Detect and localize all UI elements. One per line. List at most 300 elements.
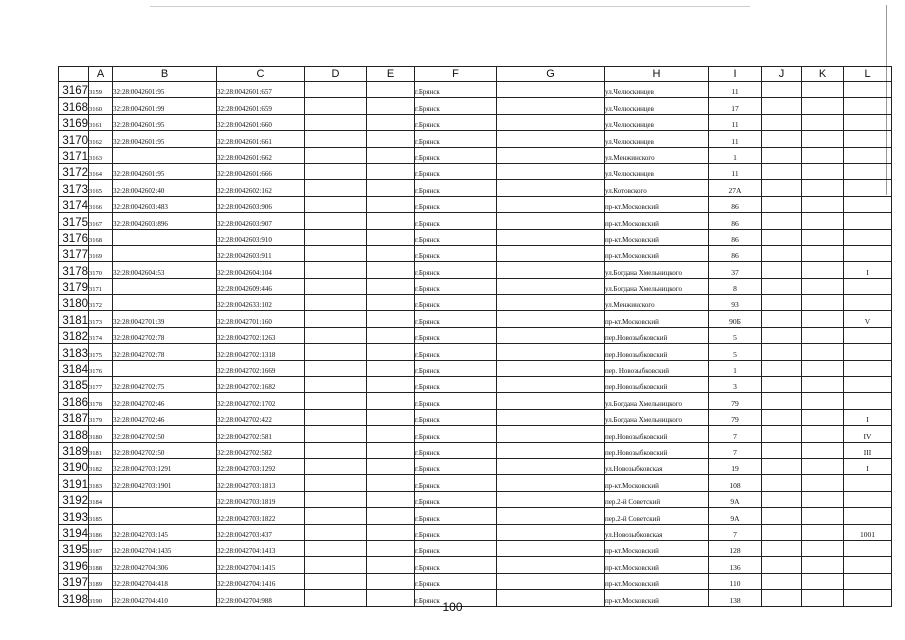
cell-c: 32:28:0042604:104 bbox=[217, 262, 305, 278]
cell-h: пер. Новозыбковский bbox=[605, 360, 709, 376]
cell-h: пер.Новозыбковский bbox=[605, 442, 709, 458]
cell-c: 32:28:0042601:657 bbox=[217, 82, 305, 98]
cell-h: ул.Челюскинцев bbox=[605, 114, 709, 130]
cell-j bbox=[762, 393, 802, 409]
cell-i: 1 bbox=[709, 360, 762, 376]
cell-g bbox=[497, 114, 605, 130]
cell-a: 3177 bbox=[89, 377, 113, 393]
cell-g bbox=[497, 491, 605, 507]
cell-g bbox=[497, 163, 605, 179]
cell-e bbox=[367, 262, 415, 278]
column-header-b: B bbox=[113, 67, 217, 82]
cell-j bbox=[762, 131, 802, 147]
cell-e bbox=[367, 442, 415, 458]
table-row bbox=[59, 491, 892, 507]
row-number: 3183 bbox=[59, 344, 89, 360]
cell-b: 32:28:0042601:95 bbox=[113, 131, 217, 147]
cell-f: г.Брянск bbox=[415, 163, 497, 179]
cell-c: 32:28:0042601:662 bbox=[217, 147, 305, 163]
cell-c: 32:28:0042703:1822 bbox=[217, 508, 305, 524]
table-row bbox=[59, 360, 892, 376]
cell-f: г.Брянск bbox=[415, 475, 497, 491]
cell-a: 3187 bbox=[89, 540, 113, 556]
cell-a: 3183 bbox=[89, 475, 113, 491]
cell-c: 32:28:0042702:1682 bbox=[217, 377, 305, 393]
cell-h: пр-кт.Московский bbox=[605, 311, 709, 327]
cell-f: г.Брянск bbox=[415, 409, 497, 425]
row-number: 3185 bbox=[59, 377, 89, 393]
cell-c: 32:28:0042703:1819 bbox=[217, 491, 305, 507]
table-row bbox=[59, 426, 892, 442]
cell-g bbox=[497, 458, 605, 474]
cell-f: г.Брянск bbox=[415, 327, 497, 343]
cell-i: 86 bbox=[709, 196, 762, 212]
cell-l bbox=[844, 163, 892, 179]
cell-b: 32:28:0042704:306 bbox=[113, 557, 217, 573]
cell-l: I bbox=[844, 458, 892, 474]
row-number: 3196 bbox=[59, 557, 89, 573]
cell-d bbox=[305, 409, 367, 425]
cell-a: 3180 bbox=[89, 426, 113, 442]
cell-h: пер.2-й Советский bbox=[605, 491, 709, 507]
cell-c: 32:28:0042601:661 bbox=[217, 131, 305, 147]
cell-f: г.Брянск bbox=[415, 377, 497, 393]
cell-f: г.Брянск bbox=[415, 344, 497, 360]
cell-g bbox=[497, 229, 605, 245]
cell-e bbox=[367, 491, 415, 507]
cell-f: г.Брянск bbox=[415, 245, 497, 261]
row-number: 3195 bbox=[59, 540, 89, 556]
cell-e bbox=[367, 344, 415, 360]
cell-b: 32:28:0042702:50 bbox=[113, 442, 217, 458]
cell-d bbox=[305, 180, 367, 196]
row-number: 3187 bbox=[59, 409, 89, 425]
cell-i: 11 bbox=[709, 114, 762, 130]
cell-d bbox=[305, 557, 367, 573]
table-body bbox=[59, 82, 892, 607]
cell-d bbox=[305, 377, 367, 393]
cell-g bbox=[497, 409, 605, 425]
table-row bbox=[59, 131, 892, 147]
table-row bbox=[59, 393, 892, 409]
cell-j bbox=[762, 229, 802, 245]
cell-f: г.Брянск bbox=[415, 311, 497, 327]
row-number: 3191 bbox=[59, 475, 89, 491]
cell-h: ул.Богдана Хмельницкого bbox=[605, 409, 709, 425]
cell-b: 32:28:0042702:78 bbox=[113, 327, 217, 343]
cell-d bbox=[305, 491, 367, 507]
cell-l bbox=[844, 278, 892, 294]
cell-f: г.Брянск bbox=[415, 491, 497, 507]
cell-c: 32:28:0042702:1669 bbox=[217, 360, 305, 376]
cell-i: 5 bbox=[709, 344, 762, 360]
cell-h: пер.Новозыбковский bbox=[605, 377, 709, 393]
cell-l bbox=[844, 360, 892, 376]
cell-f: г.Брянск bbox=[415, 131, 497, 147]
cell-b: 32:28:0042702:50 bbox=[113, 426, 217, 442]
cell-b: 32:28:0042603:896 bbox=[113, 213, 217, 229]
table-row bbox=[59, 508, 892, 524]
table-row bbox=[59, 82, 892, 98]
cell-c: 32:28:0042702:582 bbox=[217, 442, 305, 458]
column-header-h: H bbox=[605, 67, 709, 82]
cell-j bbox=[762, 278, 802, 294]
cell-i: 86 bbox=[709, 213, 762, 229]
cell-a: 3172 bbox=[89, 295, 113, 311]
cell-g bbox=[497, 327, 605, 343]
cell-j bbox=[762, 491, 802, 507]
cell-a: 3189 bbox=[89, 573, 113, 589]
cell-k bbox=[802, 409, 844, 425]
cell-b: 32:28:0042703:145 bbox=[113, 524, 217, 540]
cell-e bbox=[367, 98, 415, 114]
cell-f: г.Брянск bbox=[415, 590, 497, 606]
cell-h: ул.Котовского bbox=[605, 180, 709, 196]
cell-a: 3174 bbox=[89, 327, 113, 343]
cell-h: ул.Менжинского bbox=[605, 147, 709, 163]
cell-d bbox=[305, 82, 367, 98]
cell-j bbox=[762, 557, 802, 573]
row-number: 3188 bbox=[59, 426, 89, 442]
cell-g bbox=[497, 475, 605, 491]
row-number: 3186 bbox=[59, 393, 89, 409]
cell-j bbox=[762, 426, 802, 442]
cell-h: пр-кт.Московский bbox=[605, 196, 709, 212]
cell-i: 90Б bbox=[709, 311, 762, 327]
cell-i: 86 bbox=[709, 245, 762, 261]
cell-i: 7 bbox=[709, 426, 762, 442]
cell-d bbox=[305, 295, 367, 311]
table-row bbox=[59, 524, 892, 540]
cell-j bbox=[762, 458, 802, 474]
scan-border-top bbox=[150, 6, 750, 7]
cell-c: 32:28:0042703:437 bbox=[217, 524, 305, 540]
table-row bbox=[59, 147, 892, 163]
row-number: 3197 bbox=[59, 573, 89, 589]
column-header-j: J bbox=[762, 67, 802, 82]
cell-k bbox=[802, 426, 844, 442]
cell-k bbox=[802, 540, 844, 556]
cell-a: 3162 bbox=[89, 131, 113, 147]
row-number: 3179 bbox=[59, 278, 89, 294]
cell-b: 32:28:0042602:40 bbox=[113, 180, 217, 196]
cell-b: 32:28:0042702:75 bbox=[113, 377, 217, 393]
cell-g bbox=[497, 524, 605, 540]
cell-c: 32:28:0042702:1263 bbox=[217, 327, 305, 343]
cell-k bbox=[802, 147, 844, 163]
cell-h: ул.Новозыбковская bbox=[605, 458, 709, 474]
cell-c: 32:28:0042601:660 bbox=[217, 114, 305, 130]
cell-b bbox=[113, 508, 217, 524]
cell-e bbox=[367, 458, 415, 474]
cell-h: пр-кт.Московский bbox=[605, 540, 709, 556]
cell-c: 32:28:0042602:162 bbox=[217, 180, 305, 196]
cell-k bbox=[802, 311, 844, 327]
column-header-d: D bbox=[305, 67, 367, 82]
cell-i: 93 bbox=[709, 295, 762, 311]
cell-l bbox=[844, 327, 892, 343]
cell-l bbox=[844, 540, 892, 556]
table-row bbox=[59, 442, 892, 458]
cell-j bbox=[762, 508, 802, 524]
cell-l bbox=[844, 377, 892, 393]
cell-l bbox=[844, 114, 892, 130]
row-number: 3178 bbox=[59, 262, 89, 278]
cell-j bbox=[762, 377, 802, 393]
cell-e bbox=[367, 360, 415, 376]
cell-e bbox=[367, 278, 415, 294]
cell-d bbox=[305, 147, 367, 163]
cell-a: 3182 bbox=[89, 458, 113, 474]
row-number: 3193 bbox=[59, 508, 89, 524]
cell-a: 3173 bbox=[89, 311, 113, 327]
cell-b: 32:28:0042601:95 bbox=[113, 82, 217, 98]
row-number: 3182 bbox=[59, 327, 89, 343]
table-row bbox=[59, 213, 892, 229]
row-number: 3194 bbox=[59, 524, 89, 540]
cell-e bbox=[367, 229, 415, 245]
cell-k bbox=[802, 114, 844, 130]
cell-k bbox=[802, 213, 844, 229]
cell-k bbox=[802, 180, 844, 196]
cell-j bbox=[762, 344, 802, 360]
cell-j bbox=[762, 98, 802, 114]
cell-g bbox=[497, 196, 605, 212]
row-number: 3181 bbox=[59, 311, 89, 327]
cell-g bbox=[497, 344, 605, 360]
row-number: 3176 bbox=[59, 229, 89, 245]
cell-f: г.Брянск bbox=[415, 196, 497, 212]
cell-a: 3159 bbox=[89, 82, 113, 98]
cell-d bbox=[305, 524, 367, 540]
cell-l bbox=[844, 196, 892, 212]
cell-k bbox=[802, 508, 844, 524]
cell-i: 9А bbox=[709, 508, 762, 524]
cell-h: ул.Богдана Хмельницкого bbox=[605, 393, 709, 409]
cell-l bbox=[844, 229, 892, 245]
cell-d bbox=[305, 540, 367, 556]
cell-a: 3190 bbox=[89, 590, 113, 606]
cell-e bbox=[367, 131, 415, 147]
cell-e bbox=[367, 508, 415, 524]
table-row bbox=[59, 327, 892, 343]
cell-f: г.Брянск bbox=[415, 458, 497, 474]
cell-e bbox=[367, 180, 415, 196]
cell-e bbox=[367, 327, 415, 343]
cell-l: 1001 bbox=[844, 524, 892, 540]
cell-j bbox=[762, 573, 802, 589]
cell-d bbox=[305, 393, 367, 409]
cell-b: 32:28:0042601:95 bbox=[113, 114, 217, 130]
cell-c: 32:28:0042603:906 bbox=[217, 196, 305, 212]
cell-f: г.Брянск bbox=[415, 262, 497, 278]
cell-b: 32:28:0042704:418 bbox=[113, 573, 217, 589]
cell-k bbox=[802, 360, 844, 376]
table-row bbox=[59, 573, 892, 589]
cell-f: г.Брянск bbox=[415, 295, 497, 311]
row-number: 3168 bbox=[59, 98, 89, 114]
table-row bbox=[59, 344, 892, 360]
column-header-f: F bbox=[415, 67, 497, 82]
cell-c: 32:28:0042603:907 bbox=[217, 213, 305, 229]
table-row bbox=[59, 180, 892, 196]
cell-j bbox=[762, 147, 802, 163]
cell-f: г.Брянск bbox=[415, 98, 497, 114]
cell-l: IV bbox=[844, 426, 892, 442]
cell-l bbox=[844, 98, 892, 114]
cell-f: г.Брянск bbox=[415, 213, 497, 229]
cell-d bbox=[305, 327, 367, 343]
table-row bbox=[59, 475, 892, 491]
cell-a: 3185 bbox=[89, 508, 113, 524]
cell-k bbox=[802, 377, 844, 393]
cell-d bbox=[305, 229, 367, 245]
cell-k bbox=[802, 344, 844, 360]
cell-c: 32:28:0042603:911 bbox=[217, 245, 305, 261]
table-row bbox=[59, 278, 892, 294]
cell-l: I bbox=[844, 409, 892, 425]
cell-i: 128 bbox=[709, 540, 762, 556]
cell-e bbox=[367, 377, 415, 393]
cell-e bbox=[367, 557, 415, 573]
cell-l bbox=[844, 147, 892, 163]
cell-j bbox=[762, 524, 802, 540]
cell-d bbox=[305, 262, 367, 278]
data-table bbox=[58, 66, 892, 607]
cell-l bbox=[844, 213, 892, 229]
row-number: 3171 bbox=[59, 147, 89, 163]
cell-h: пер.2-й Советский bbox=[605, 508, 709, 524]
cell-k bbox=[802, 458, 844, 474]
cell-b: 32:28:0042702:46 bbox=[113, 409, 217, 425]
cell-l bbox=[844, 475, 892, 491]
cell-l bbox=[844, 508, 892, 524]
cell-g bbox=[497, 295, 605, 311]
cell-h: ул.Новозыбковская bbox=[605, 524, 709, 540]
cell-h: пр-кт.Московский bbox=[605, 475, 709, 491]
cell-b bbox=[113, 360, 217, 376]
cell-k bbox=[802, 524, 844, 540]
cell-d bbox=[305, 131, 367, 147]
cell-g bbox=[497, 213, 605, 229]
cell-h: ул.Богдана Хмельницкого bbox=[605, 278, 709, 294]
row-number: 3172 bbox=[59, 163, 89, 179]
cell-j bbox=[762, 475, 802, 491]
cell-h: пр-кт.Московский bbox=[605, 557, 709, 573]
cell-h: пр-кт.Московский bbox=[605, 229, 709, 245]
row-number: 3169 bbox=[59, 114, 89, 130]
cell-c: 32:28:0042702:581 bbox=[217, 426, 305, 442]
cell-g bbox=[497, 262, 605, 278]
cell-k bbox=[802, 295, 844, 311]
cell-i: 9А bbox=[709, 491, 762, 507]
cell-c: 32:28:0042702:1702 bbox=[217, 393, 305, 409]
cell-k bbox=[802, 573, 844, 589]
table-row bbox=[59, 196, 892, 212]
cell-e bbox=[367, 311, 415, 327]
cell-d bbox=[305, 442, 367, 458]
cell-h: ул.Челюскинцев bbox=[605, 98, 709, 114]
table-row bbox=[59, 163, 892, 179]
cell-g bbox=[497, 147, 605, 163]
cell-i: 136 bbox=[709, 557, 762, 573]
cell-e bbox=[367, 393, 415, 409]
cell-i: 5 bbox=[709, 327, 762, 343]
cell-e bbox=[367, 196, 415, 212]
cell-i: 11 bbox=[709, 131, 762, 147]
column-header-c: C bbox=[217, 67, 305, 82]
cell-g bbox=[497, 393, 605, 409]
cell-g bbox=[497, 426, 605, 442]
cell-f: г.Брянск bbox=[415, 360, 497, 376]
column-header-l: L bbox=[844, 67, 892, 82]
cell-j bbox=[762, 262, 802, 278]
cell-k bbox=[802, 442, 844, 458]
table-row bbox=[59, 458, 892, 474]
cell-e bbox=[367, 82, 415, 98]
row-number: 3177 bbox=[59, 245, 89, 261]
cell-a: 3160 bbox=[89, 98, 113, 114]
cell-b: 32:28:0042703:1291 bbox=[113, 458, 217, 474]
cell-d bbox=[305, 196, 367, 212]
cell-l bbox=[844, 82, 892, 98]
cell-a: 3179 bbox=[89, 409, 113, 425]
cell-f: г.Брянск bbox=[415, 524, 497, 540]
cell-d bbox=[305, 245, 367, 261]
cell-f: г.Брянск bbox=[415, 557, 497, 573]
cell-k bbox=[802, 98, 844, 114]
cell-k bbox=[802, 245, 844, 261]
cell-d bbox=[305, 278, 367, 294]
cell-g bbox=[497, 180, 605, 196]
cell-j bbox=[762, 311, 802, 327]
cell-b bbox=[113, 491, 217, 507]
table-row bbox=[59, 98, 892, 114]
cell-a: 3175 bbox=[89, 344, 113, 360]
cell-j bbox=[762, 196, 802, 212]
cell-i: 1 bbox=[709, 147, 762, 163]
cell-l: I bbox=[844, 262, 892, 278]
cell-g bbox=[497, 131, 605, 147]
cell-i: 86 bbox=[709, 229, 762, 245]
cell-h: пр-кт.Московский bbox=[605, 213, 709, 229]
cell-i: 11 bbox=[709, 163, 762, 179]
cell-a: 3176 bbox=[89, 360, 113, 376]
cell-k bbox=[802, 327, 844, 343]
cell-e bbox=[367, 475, 415, 491]
table-row bbox=[59, 245, 892, 261]
cell-b: 32:28:0042601:95 bbox=[113, 163, 217, 179]
cell-i: 8 bbox=[709, 278, 762, 294]
cell-f: г.Брянск bbox=[415, 508, 497, 524]
table-row bbox=[59, 229, 892, 245]
cell-c: 32:28:0042702:422 bbox=[217, 409, 305, 425]
corner-header bbox=[59, 67, 89, 82]
cell-j bbox=[762, 245, 802, 261]
cell-l: V bbox=[844, 311, 892, 327]
cell-j bbox=[762, 180, 802, 196]
cell-i: 3 bbox=[709, 377, 762, 393]
cell-g bbox=[497, 311, 605, 327]
cell-l bbox=[844, 245, 892, 261]
cell-b: 32:28:0042704:1435 bbox=[113, 540, 217, 556]
cell-j bbox=[762, 114, 802, 130]
cell-f: г.Брянск bbox=[415, 147, 497, 163]
cell-k bbox=[802, 229, 844, 245]
cell-k bbox=[802, 196, 844, 212]
cell-i: 27А bbox=[709, 180, 762, 196]
cell-e bbox=[367, 409, 415, 425]
